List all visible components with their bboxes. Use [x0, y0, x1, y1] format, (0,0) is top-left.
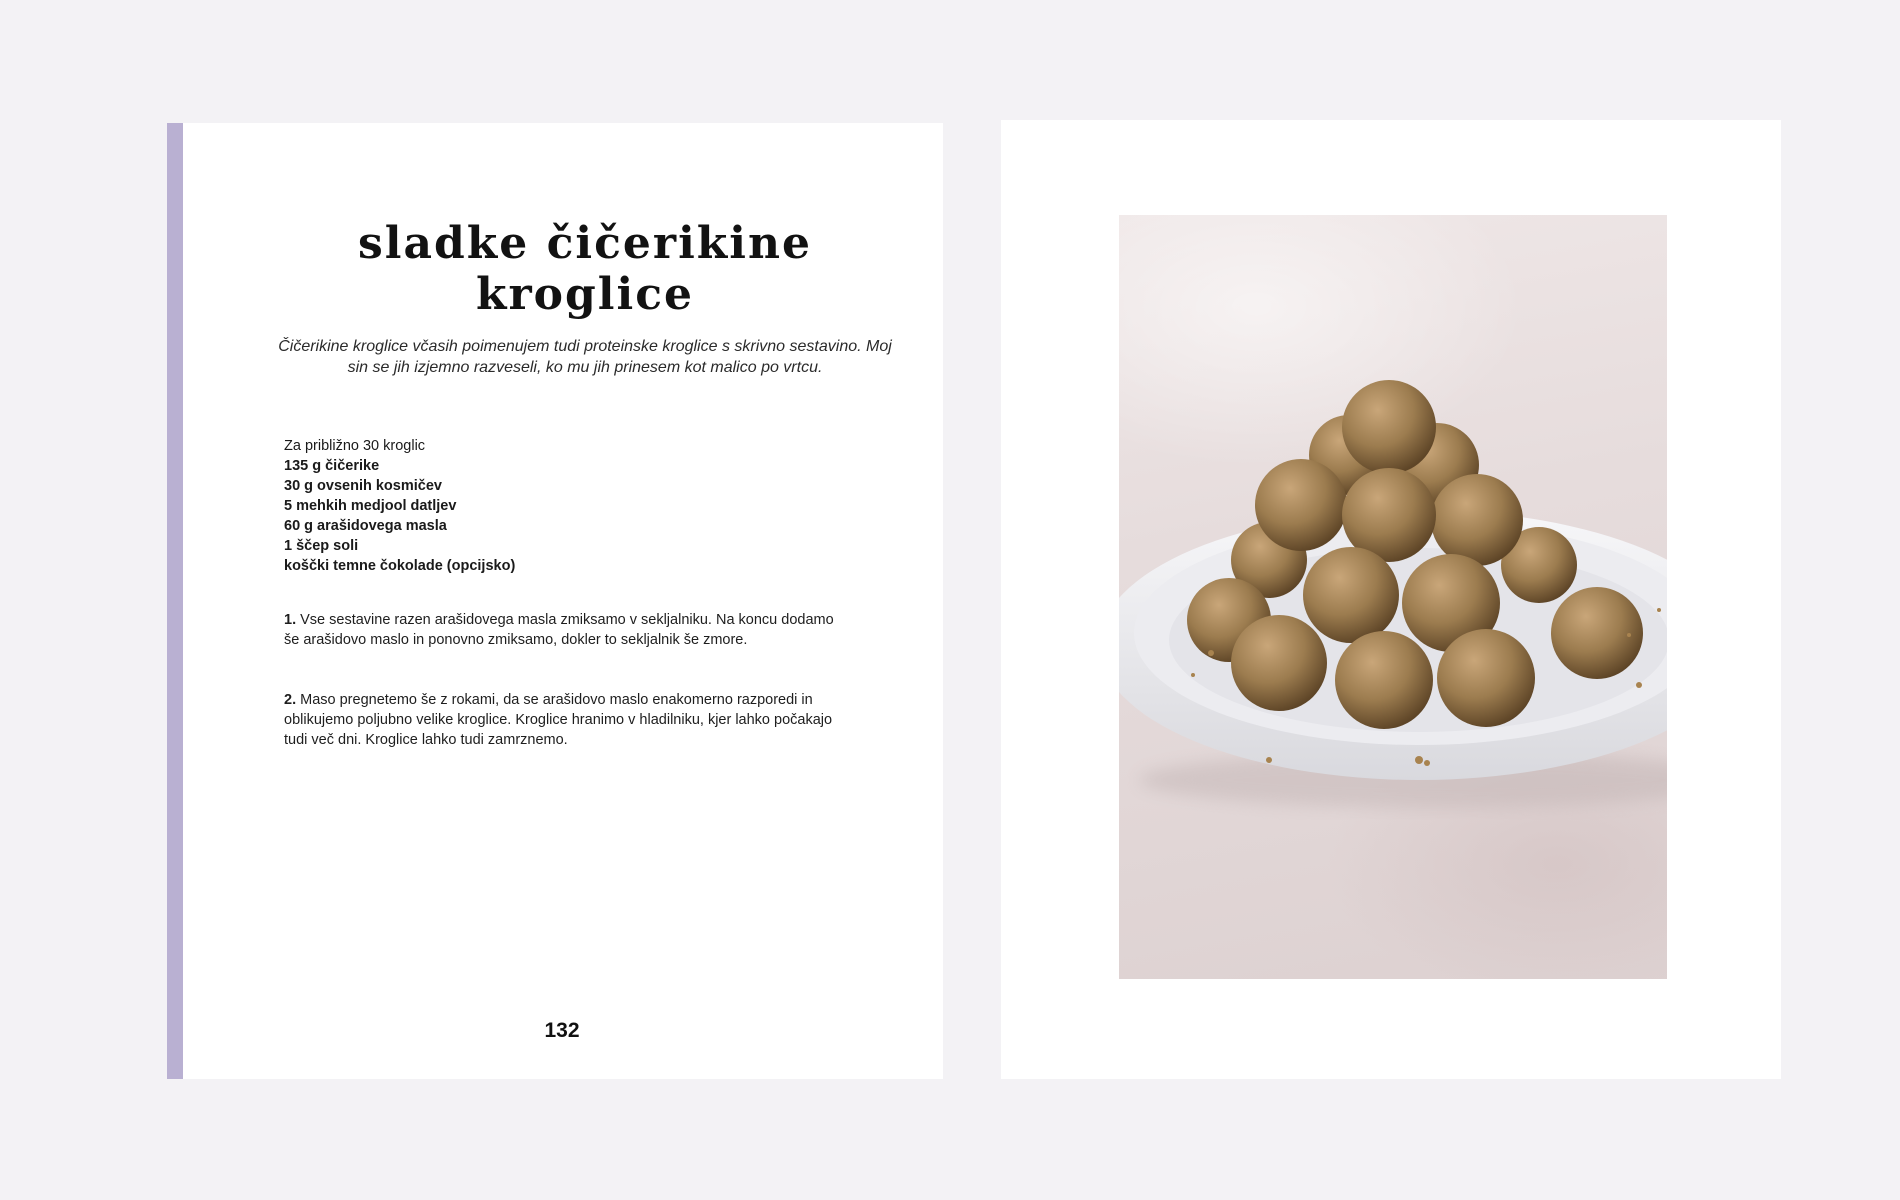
- chickpea-balls-photo: [1119, 215, 1667, 979]
- recipe-yield: Za približno 30 kroglic: [284, 438, 426, 454]
- photo-illustration: [1119, 215, 1667, 979]
- ingredient-item: 135 g čičerike: [284, 458, 380, 474]
- recipe-intro: Čičerikine kroglice včasih poimenujem tudi proteinske kroglice s skrivno sestavino. Moj sin se jih izjemno razveseli, ko mu jih prinesem kot malico po vrtcu.: [278, 338, 892, 376]
- recipe-title-line-1: sladke čičerikine: [358, 218, 812, 269]
- page-number: 132: [544, 1019, 580, 1042]
- step-number: 2.: [284, 692, 297, 708]
- spine-accent-bar: [167, 123, 183, 1079]
- ingredient-item: 30 g ovsenih kosmičev: [284, 478, 442, 494]
- step-text: Maso pregnetemo še z rokami, da se arašidovo maslo enakomerno razporedi in oblikujemo poljubno velike kroglice. Kroglice hranimo v hladilniku, kjer lahko počakajo tudi več dni. Kroglice lahko tudi zamrznemo.: [284, 692, 833, 748]
- ingredient-item: 5 mehkih medjool datljev: [284, 498, 457, 514]
- instruction-step-1: [284, 610, 844, 650]
- step-text: Vse sestavine razen arašidovega masla zmiksamo v sekljalniku. Na koncu dodamo še arašidovo maslo in ponovno zmiksamo, dokler to sekljalnik še zmore.: [284, 612, 834, 648]
- ingredient-item: koščki temne čokolade (opcijsko): [284, 558, 516, 574]
- left-page: [167, 123, 943, 1079]
- recipe-title-line-2: kroglice: [476, 269, 694, 320]
- ingredient-item: 1 ščep soli: [284, 538, 359, 554]
- ingredient-item: 60 g arašidovega masla: [284, 518, 447, 534]
- recipe-title: [257, 218, 913, 320]
- ingredient-list: [284, 436, 844, 576]
- step-number: 1.: [284, 612, 297, 628]
- instruction-step-2: [284, 690, 844, 750]
- right-page: [1001, 120, 1781, 1079]
